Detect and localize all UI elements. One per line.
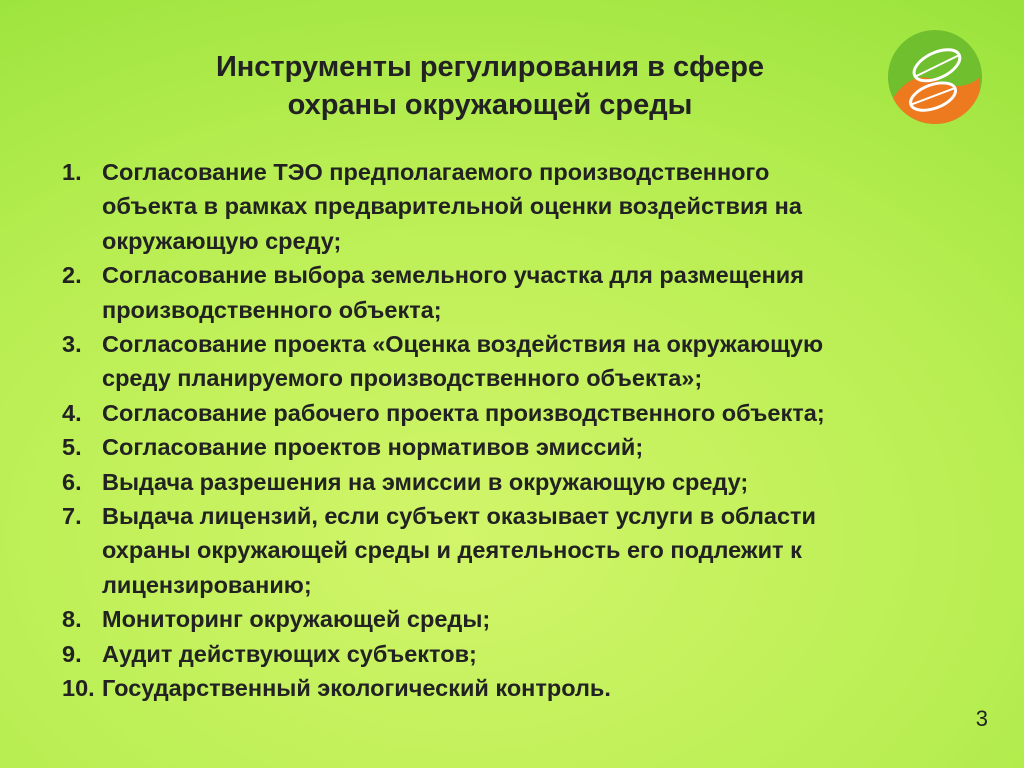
list-item-5-line-1: Согласование проектов нормативов эмиссий;	[102, 434, 644, 461]
list-item-3-number: 3.	[62, 331, 82, 358]
slide-title-line-1: Инструменты регулирования в сфере	[215, 51, 765, 83]
list-item-9-line-1: Аудит действующих субъектов;	[102, 640, 477, 667]
list-item-7	[62, 499, 1002, 602]
list-item-10	[62, 671, 1002, 705]
slide-title	[150, 48, 830, 124]
list-item-5-number: 5.	[62, 434, 82, 461]
slide-page-number: 3	[975, 706, 988, 731]
list-item-7-line-1: Выдача лицензий, если субъект оказывает услуги в области	[102, 503, 816, 530]
list-item-3-line-2: среду планируемого производственного объекта»;	[102, 365, 703, 392]
list-item-3	[62, 327, 1002, 396]
list-item-4-number: 4.	[62, 399, 82, 426]
list-item-1-line-1: Согласование ТЭО предполагаемого производственного	[102, 159, 770, 185]
list-item-2-line-2: производственного объекта;	[102, 296, 442, 323]
list-item-1-number: 1.	[62, 159, 82, 185]
leaf-circle-logo-icon	[886, 28, 984, 126]
list-item-4-line-1: Согласование рабочего проекта производственного объекта;	[102, 399, 825, 426]
list-item-8	[62, 602, 1002, 636]
list-item-5	[62, 430, 1002, 464]
list-item-4	[62, 396, 1002, 430]
list-item-2-line-1: Согласование выбора земельного участка для размещения	[102, 262, 804, 289]
list-item-3-line-1: Согласование проекта «Оценка воздействия на окружающую	[102, 331, 824, 358]
list-item-2-number: 2.	[62, 262, 82, 289]
list-item-6-number: 6.	[62, 468, 82, 495]
list-item-9	[62, 637, 1002, 671]
slide-title-line-2: охраны окружающей среды	[287, 89, 693, 121]
list-item-10-line-1: Государственный экологический контроль.	[102, 675, 611, 702]
list-item-7-line-2: охраны окружающей среды и деятельность его подлежит к	[102, 537, 802, 564]
list-item-1	[62, 155, 1002, 258]
list-item-6-line-1: Выдача разрешения на эмиссии в окружающую среду;	[102, 468, 749, 495]
regulation-tools-list	[62, 155, 1002, 706]
list-item-7-number: 7.	[62, 503, 82, 530]
list-item-8-line-1: Мониторинг окружающей среды;	[102, 606, 491, 633]
list-item-8-number: 8.	[62, 606, 82, 633]
list-item-6	[62, 465, 1002, 499]
list-item-9-number: 9.	[62, 640, 82, 667]
list-item-7-line-3: лицензированию;	[102, 571, 312, 598]
list-item-2	[62, 258, 1002, 327]
list-item-1-line-3: окружающую среду;	[102, 227, 342, 254]
list-item-1-line-2: объекта в рамках предварительной оценки воздействия на	[102, 193, 802, 220]
list-item-10-number: 10.	[62, 675, 95, 702]
